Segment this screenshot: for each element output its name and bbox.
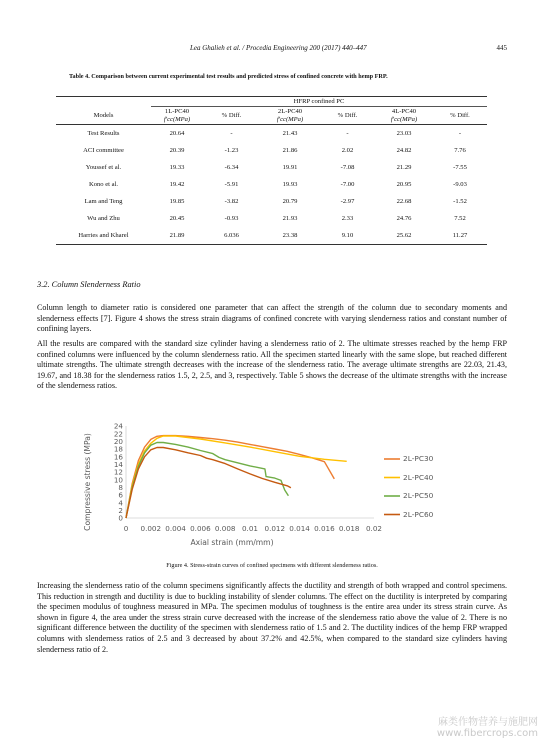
table-header-cell xyxy=(151,107,203,125)
header-text: % Diff. xyxy=(221,111,242,119)
value-cell: 20.64 xyxy=(169,130,185,137)
x-tick-label: 0.02 xyxy=(365,524,383,533)
value-cell: - xyxy=(458,130,462,137)
y-tick-label: 22 xyxy=(113,429,123,439)
chart-legend xyxy=(384,459,400,515)
model-name-cell: Test Results xyxy=(87,130,120,137)
value-cell: 7.52 xyxy=(454,215,466,222)
value-cell: 21.93 xyxy=(282,215,298,222)
legend-label: 2L-PC50 xyxy=(403,491,434,500)
x-tick-label: 0.01 xyxy=(241,524,259,533)
value-cell: 21.86 xyxy=(282,147,298,154)
y-tick-label: 16 xyxy=(113,452,123,462)
model-name-cell: ACI committee xyxy=(83,147,124,154)
table-header-row xyxy=(56,107,487,125)
y-tick-label: 14 xyxy=(113,459,123,469)
value-cell: 24.82 xyxy=(396,147,412,154)
value-cell: 20.79 xyxy=(282,198,298,205)
header-text: % Diff. xyxy=(337,111,358,119)
chart-series xyxy=(126,436,347,518)
section-heading: 3.2. Column Slenderness Ratio xyxy=(37,280,141,289)
series-line-2l-pc40 xyxy=(126,436,347,518)
value-cell: 20.39 xyxy=(169,147,185,154)
table-header-cell xyxy=(203,107,260,125)
table-header-cell xyxy=(433,107,487,125)
header-text: 1L-PC40 xyxy=(164,108,190,115)
stress-strain-chart xyxy=(80,416,400,554)
y-tick-label: 0 xyxy=(118,513,123,523)
y-tick-labels xyxy=(114,422,124,523)
table-row xyxy=(56,159,487,176)
value-cell: 7.76 xyxy=(454,147,466,154)
table-header-cell xyxy=(320,107,375,125)
table-header-cell xyxy=(375,107,433,125)
model-name-cell: Harries and Kharel xyxy=(56,227,151,245)
page-header xyxy=(0,44,544,56)
header-text: Models xyxy=(93,111,114,119)
table-row xyxy=(56,176,487,193)
model-name-cell: Youssef et al. xyxy=(85,164,122,171)
model-name-cell: Kono et al. xyxy=(88,181,119,188)
x-tick-label: 0.008 xyxy=(214,524,236,533)
value-cell: -2.97 xyxy=(340,198,355,205)
table-row xyxy=(56,227,487,245)
value-cell: 21.43 xyxy=(282,130,298,137)
value-cell: -7.08 xyxy=(340,164,355,171)
table-body xyxy=(56,125,487,245)
series-line-2l-pc60 xyxy=(126,448,291,519)
x-tick-label: 0.006 xyxy=(190,524,211,533)
y-tick-label: 24 xyxy=(113,421,123,431)
table-header-cell xyxy=(56,107,151,125)
legend-label: 2L-PC40 xyxy=(403,472,434,482)
x-tick-labels xyxy=(124,524,382,533)
x-tick-label: 0.016 xyxy=(314,524,335,533)
value-cell: -3.82 xyxy=(224,198,239,205)
value-cell: -1.52 xyxy=(453,198,467,205)
value-cell: 19.85 xyxy=(169,198,185,205)
table-header-cell xyxy=(260,107,320,125)
value-cell: -7.55 xyxy=(453,164,467,171)
y-tick-label: 6 xyxy=(118,490,123,500)
y-tick-label: 18 xyxy=(113,444,123,454)
value-cell: -1.23 xyxy=(224,147,239,154)
y-tick-label: 4 xyxy=(118,498,123,508)
table-row xyxy=(56,210,487,227)
value-cell: 23.03 xyxy=(396,130,412,137)
y-tick-label: 12 xyxy=(113,467,123,477)
model-name-cell: Wu and Zhu xyxy=(87,215,120,222)
header-text: % Diff. xyxy=(450,111,470,119)
value-cell: 25.62 xyxy=(375,227,433,245)
value-cell: 22.68 xyxy=(396,198,412,205)
table-group-label: HFRP confined PC xyxy=(151,97,487,107)
x-tick-label: 0.018 xyxy=(338,524,360,533)
paragraph-1: Column length to diameter ratio is considered one parameter that can affect the strength of the column due to secondary moments and slenderness effects [7]. Figure 4 shows the stress strain diagrams of confined concrete with varying slenderness ratios and constant number of confining layers. xyxy=(37,303,507,334)
chart-axes xyxy=(126,426,374,518)
table-caption: Table 4. Comparison between current experimental test results and predicted stress of confined concrete with hemp FRP. xyxy=(69,73,388,80)
x-axis-label: Axial strain (mm/mm) xyxy=(190,538,274,547)
y-tick-label: 2 xyxy=(118,505,123,515)
results-table xyxy=(56,96,487,245)
paragraph-3: Increasing the slenderness ratio of the column specimens significantly affects the ductility and strength of both wrapped and control specimens. This reduction in strength and ductility is due to buckling instability of slender columns. The effect on the ductility is interpreted by comparing the specimen modulus of toughness measured in MPa. The specimen modulus of toughness is the entire area under its stress strain curve. As shown in figure 4, the area under the stress strain curve decreased with the increase of the slenderness ratio above the value of 2. There is no significant difference between the ductility of the specimen with slenderness ratio of 1.5 and 2. The ductility indices of the hemp FRP wrapped columns with slenderness ratios of 2.5 and 3 decreased by about 37.2% and 42.5%, when compared to the standard size cylinders having slenderness ratio of 2. xyxy=(37,581,507,654)
value-cell: 2.02 xyxy=(341,147,354,154)
legend-label: 2L-PC30 xyxy=(403,454,434,463)
value-cell: 23.38 xyxy=(260,227,320,245)
value-cell: 21.29 xyxy=(396,164,412,171)
header-text: 2L-PC40 xyxy=(277,108,303,115)
value-cell: 19.33 xyxy=(169,164,185,171)
value-cell: 19.93 xyxy=(282,181,298,188)
model-name-cell: Lam and Teng xyxy=(84,198,123,205)
value-cell: 20.95 xyxy=(396,181,412,188)
value-cell: -6.34 xyxy=(224,164,239,171)
header-unit: f'cc(MPa) xyxy=(276,115,304,123)
table-row xyxy=(56,193,487,210)
watermark xyxy=(437,717,538,739)
y-axis-label: Compressive stress (MPa) xyxy=(83,433,92,531)
running-title: Lea Ghalieh et al. / Procedia Engineering 200 (2017) 440–447 xyxy=(190,44,367,52)
x-tick-label: 0.014 xyxy=(289,524,310,533)
value-cell: 9.10 xyxy=(320,227,375,245)
paragraph-2: All the results are compared with the standard size cylinder having a slenderness ratio of 2. The ultimate stresses reached by the hemp FRP confined columns were influenced by the column slenderness ratio. All the specimen started linearly with the same slope, but reached different ultimate strengths. The ultimate strength decreases with the increase of the slenderness ratio. The average ultimate strengths are 22.03, 21.43, 19.67, and 18.38 for the slenderness ratios 1.5, 2, 2.5, and 3, respectively. Table 5 shows the decrease of the ultimate strengths with the increase of the slenderness ratios. xyxy=(37,339,507,391)
value-cell: -5.91 xyxy=(224,181,239,188)
value-cell: 2.33 xyxy=(341,215,354,222)
y-tick-label: 10 xyxy=(113,475,123,485)
x-tick-label: 0.012 xyxy=(264,524,286,533)
page-number: 445 xyxy=(496,44,507,52)
watermark-url: www.fibercrops.com xyxy=(436,728,538,739)
value-cell: 24.76 xyxy=(396,215,412,222)
value-cell: 19.42 xyxy=(169,181,185,188)
table-row xyxy=(56,125,487,143)
value-cell: - xyxy=(346,130,349,137)
series-line-2l-pc50 xyxy=(126,443,288,519)
figure-caption: Figure 4. Stress-strain curves of confined specimens with different slenderness ratios. xyxy=(166,562,378,569)
value-cell: 6.036 xyxy=(203,227,260,245)
watermark-title: 麻类作物营养与施肥网 xyxy=(438,717,538,728)
x-tick-label: 0.002 xyxy=(140,524,162,533)
value-cell: -0.93 xyxy=(224,215,239,222)
y-tick-label: 20 xyxy=(113,436,123,446)
value-cell: - xyxy=(230,130,233,137)
x-tick-label: 0 xyxy=(123,524,129,533)
y-tick-label: 8 xyxy=(118,482,123,492)
value-cell: 21.89 xyxy=(151,227,203,245)
value-cell: -9.03 xyxy=(453,181,467,188)
value-cell: 20.45 xyxy=(169,215,185,222)
x-tick-label: 0.004 xyxy=(165,524,186,533)
value-cell: 11.27 xyxy=(433,227,487,245)
header-text: 4L-PC40 xyxy=(391,108,417,115)
value-cell: -7.00 xyxy=(340,181,355,188)
header-unit: f'cc(MPa) xyxy=(163,115,191,123)
table-row xyxy=(56,142,487,159)
legend-label: 2L-PC60 xyxy=(403,509,434,519)
header-unit: f'cc(MPa) xyxy=(390,115,418,123)
value-cell: 19.91 xyxy=(282,164,298,171)
